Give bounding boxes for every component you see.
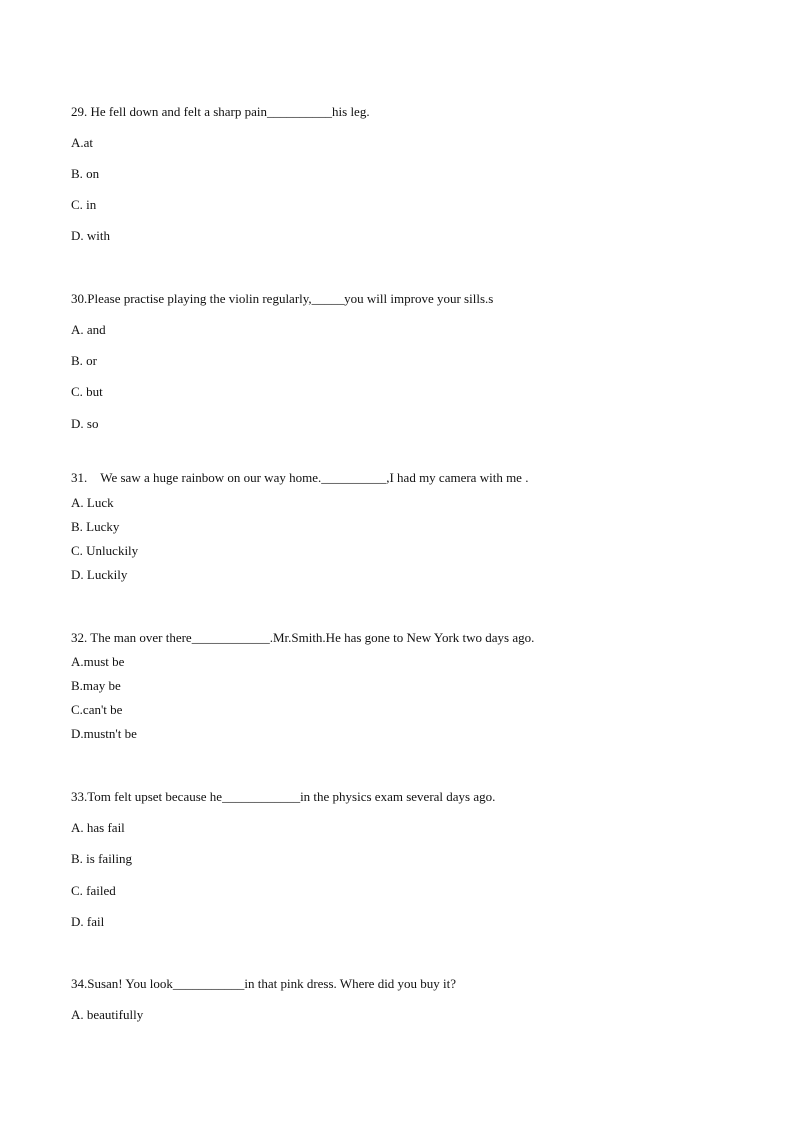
option-b: B. or <box>71 353 97 368</box>
option-a: A. beautifully <box>71 1007 144 1022</box>
option-b: B. on <box>71 166 100 181</box>
option-b: B. is failing <box>71 851 133 866</box>
question-stem: 30.Please practise playing the violin regularly,_____you will improve your sills.s <box>71 291 494 306</box>
question-stem: 32. The man over there____________.Mr.Smith.He has gone to New York two days ago. <box>71 630 535 645</box>
option-c: C. Unluckily <box>71 543 139 558</box>
option-c: C.can't be <box>71 702 123 717</box>
option-a: A. has fail <box>71 820 125 835</box>
question-stem: 33.Tom felt upset because he____________in the physics exam several days ago. <box>71 789 496 804</box>
option-a: A.at <box>71 135 94 150</box>
question-stem: 31. We saw a huge rainbow on our way home.__________,I had my camera with me . <box>71 470 529 485</box>
option-d: D. Luckily <box>71 567 128 582</box>
option-c: C. but <box>71 384 103 399</box>
option-c: C. failed <box>71 883 116 898</box>
option-d: D. with <box>71 228 110 243</box>
option-d: D. fail <box>71 914 105 929</box>
option-a: A.must be <box>71 654 125 669</box>
option-d: D.mustn't be <box>71 726 137 741</box>
option-a: A. and <box>71 322 106 337</box>
option-c: C. in <box>71 197 97 212</box>
question-stem: 34.Susan! You look___________in that pink dress. Where did you buy it? <box>71 976 457 991</box>
question-stem: 29. He fell down and felt a sharp pain__________his leg. <box>71 104 370 119</box>
option-d: D. so <box>71 416 99 431</box>
option-a: A. Luck <box>71 495 114 510</box>
option-b: B.may be <box>71 678 121 693</box>
option-b: B. Lucky <box>71 519 120 534</box>
